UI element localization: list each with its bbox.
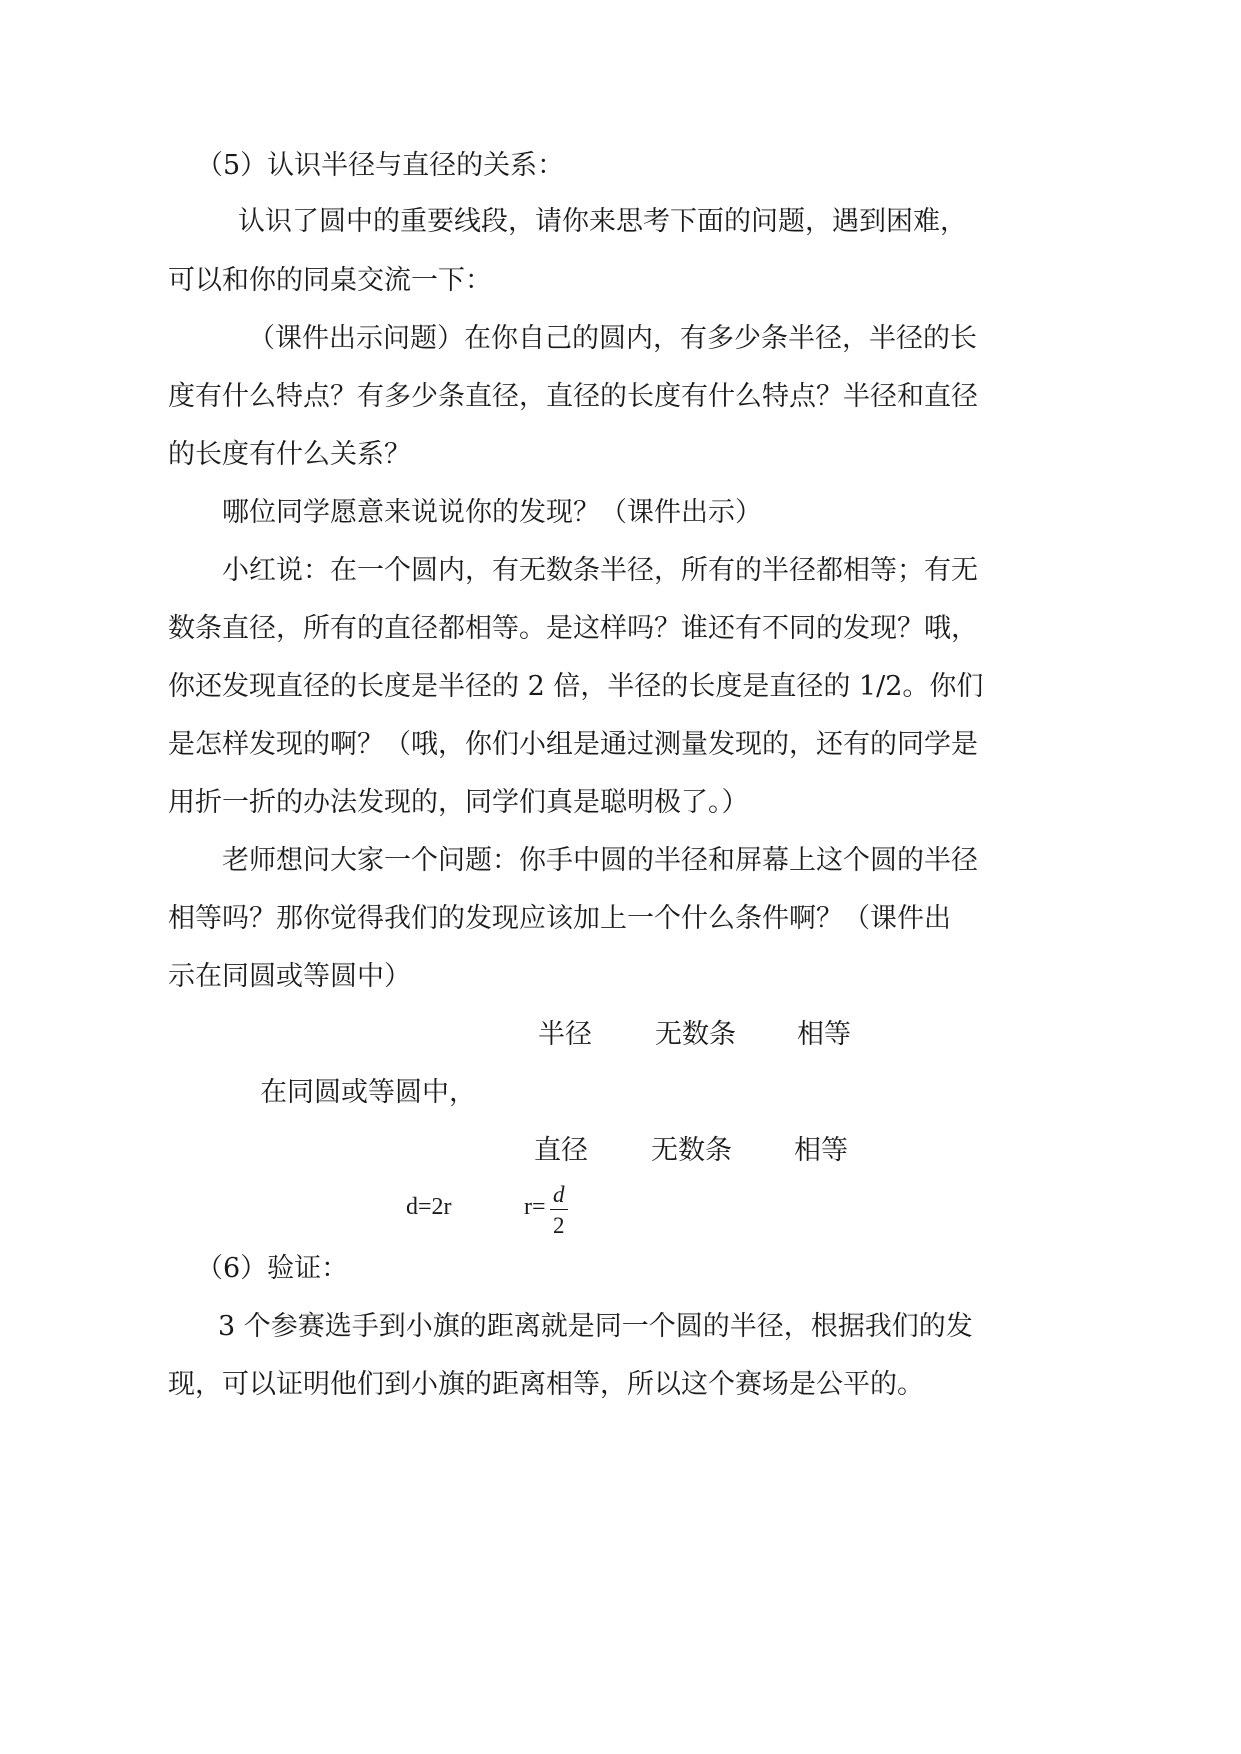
intro-line-1: 认识了圆中的重要线段，请你来思考下面的问题，遇到困难，	[238, 206, 967, 237]
section6-heading: （6）验证：	[196, 1253, 349, 1284]
ask-line: 哪位同学愿意来说说你的发现？（课件出示）	[222, 497, 762, 528]
xiaohong-line-3: 你还发现直径的长度是半径的 2 倍，半径的长度是直径的 1/2。你们	[168, 671, 984, 702]
section6-line-2: 现，可以证明他们到小旗的距离相等，所以这个赛场是公平的。	[168, 1369, 924, 1400]
teacher-line-3: 示在同圆或等圆中）	[168, 961, 411, 992]
summary-row1-property: 相等	[797, 1019, 851, 1050]
question-line-1: （课件出示问题）在你自己的圆内，有多少条半径，半径的长	[248, 323, 977, 354]
fraction-bar	[550, 1209, 568, 1210]
xiaohong-line-2: 数条直径，所有的直径都相等。是这样吗？谁还有不同的发现？哦，	[168, 613, 978, 644]
xiaohong-line-1: 小红说：在一个圆内，有无数条半径，所有的半径都相等；有无	[222, 555, 978, 586]
summary-row1-count: 无数条	[655, 1019, 736, 1050]
summary-condition: 在同圆或等圆中，	[260, 1077, 476, 1108]
fraction-numerator: d	[553, 1182, 565, 1207]
summary-row2-count: 无数条	[651, 1135, 732, 1166]
xiaohong-line-5: 用折一折的办法发现的，同学们真是聪明极了。）	[168, 787, 749, 818]
summary-row2-term: 直径	[534, 1135, 588, 1166]
section6-line-1: 3 个参赛选手到小旗的距离就是同一个圆的半径，根据我们的发	[218, 1311, 973, 1342]
intro-line-2: 可以和你的同桌交流一下：	[168, 265, 492, 296]
formula-diameter: d=2r	[406, 1194, 452, 1220]
question-line-2: 度有什么特点？有多少条直径，直径的长度有什么特点？半径和直径	[168, 381, 978, 412]
teacher-line-1: 老师想问大家一个问题：你手中圆的半径和屏幕上这个圆的半径	[222, 845, 978, 876]
summary-row1-term: 半径	[538, 1019, 592, 1050]
xiaohong-line-4: 是怎样发现的啊？（哦，你们小组是通过测量发现的，还有的同学是	[168, 729, 978, 760]
teacher-line-2: 相等吗？那你觉得我们的发现应该加上一个什么条件啊？（课件出	[168, 903, 951, 934]
section5-heading: （5）认识半径与直径的关系：	[196, 150, 565, 181]
summary-row2-property: 相等	[794, 1135, 848, 1166]
formula-radius-prefix: r=	[524, 1194, 546, 1220]
formula-radius-fraction	[550, 1183, 568, 1237]
fraction-denominator: 2	[553, 1213, 565, 1238]
question-line-3: 的长度有什么关系？	[168, 439, 411, 470]
